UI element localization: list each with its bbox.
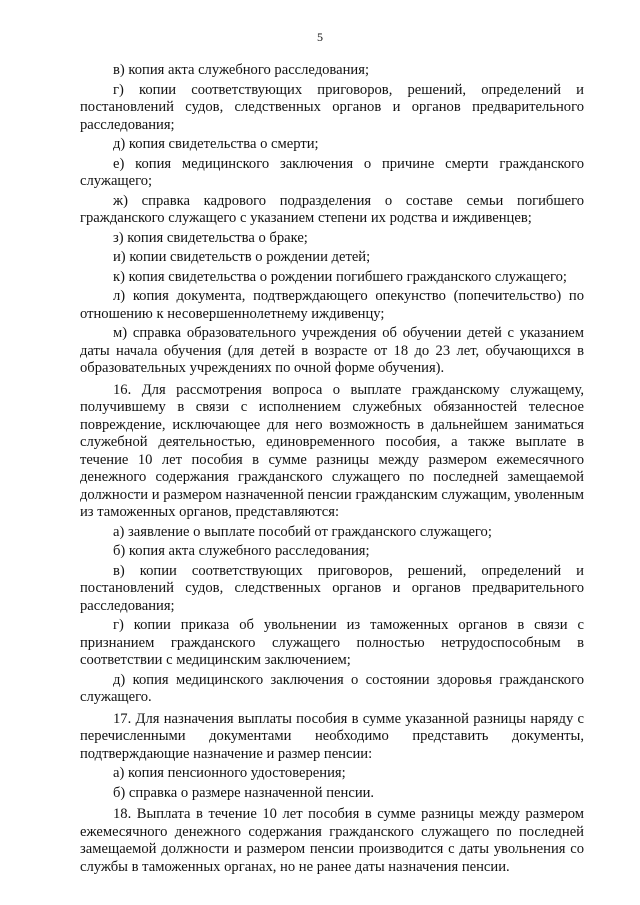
clause-16: 16. Для рассмотрения вопроса о выплате гражданскому служащему, получившему в связи с исполнением служебных обязанностей телесное повреждение, исключающее для него возможность в дальнейшем заниматься служебной деятельностью, единовременного пособия, а также выплате в течение 10 лет пособия в сумме разницы между размером ежемесячного денежного содержания гражданского служащего по последней замещаемой должности и размером назначенной пенсии гражданским служащим, уволенным из таможенных органов, представляются: [80,381,584,520]
list-item-d: д) копия свидетельства о смерти; [113,136,319,152]
clause-16-item-a: а) заявление о выплате пособий от гражданского служащего; [113,523,492,540]
clause-17-item-b: б) справка о размере назначенной пенсии. [113,784,375,801]
list-item-e: е) копия медицинского заключения о причине смерти гражданского служащего; [80,155,584,189]
clause-18: 18. Выплата в течение 10 лет пособия в сумме разницы между размером ежемесячного денежного содержания гражданского служащего по последней замещаемой должности и размером пенсии производится с даты увольнения со службы в таможенных органах, но не ранее даты назначения пенсии. [80,806,584,875]
list-item-z: з) копия свидетельства о браке; [113,229,308,246]
list-item-m: м) справка образовательного учреждения об обучении детей с указанием даты начала обучения (для детей в возрасте от 18 до 23 лет, обучающихся в образовательных учреждениях по очной форме обучения). [80,325,584,376]
clause-16-item-g: г) копии приказа об увольнении из таможенных органов в связи с признанием гражданского служащего полностью нетрудоспособным в соответствии с медицинским заключением; [80,617,584,668]
list-item-zh: ж) справка кадрового подразделения о составе семьи погибшего гражданского служащего с указанием степени их родства и иждивенцев; [80,192,584,226]
clause-17: 17. Для назначения выплаты пособия в сумме указанной разницы наряду с перечисленными документами необходимо представить документы, подтверждающие назначение и размер пенсии: [80,710,584,762]
list-item-i: и) копии свидетельств о рождении детей; [113,249,371,265]
list-item-v: в) копия акта служебного расследования; [113,62,369,78]
clause-16-item-d: д) копия медицинского заключения о состоянии здоровья гражданского служащего. [80,671,584,705]
page-number: 5 [317,30,323,44]
clause-17-item-a: а) копия пенсионного удостоверения; [113,765,346,781]
list-item-k: к) копия свидетельства о рождении погибшего гражданского служащего; [113,268,567,285]
list-item-g: г) копии соответствующих приговоров, решений, определений и постановлений судов, следственных органов и органов предварительного расследования; [80,81,584,133]
list-item-l: л) копия документа, подтверждающего опекунство (попечительство) по отношению к несовершеннолетнему иждивенцу; [80,288,584,322]
clause-16-item-v: в) копии соответствующих приговоров, решений, определений и постановлений судов, следственных органов и органов предварительного расследования; [80,562,584,614]
clause-16-item-b: б) копия акта служебного расследования; [113,543,370,559]
document-body [80,62,584,876]
